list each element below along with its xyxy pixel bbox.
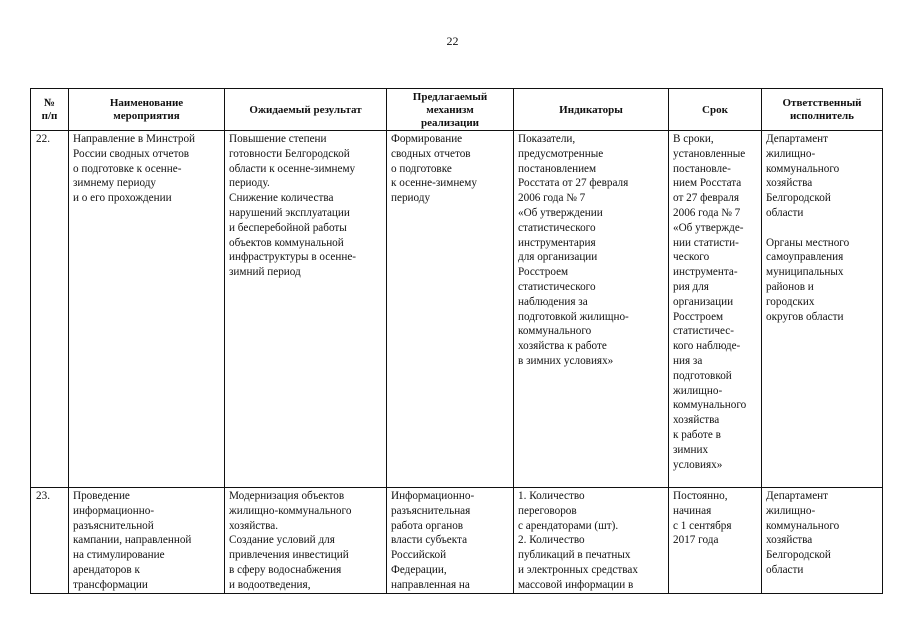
page-number: 22 [446,34,459,48]
indicators: 1. Количество переговоров с арендаторами (шт). 2. Количество публикаций в печатных и электронных средствах массовой информации в [514,488,669,594]
measure-name: Проведение информационно- разъяснительной кампании, направленной на стимулирование арендаторов к трансформации [69,488,225,594]
table-header-row [31,89,883,131]
expected-result: Повышение степени готовности Белгородской области к осенне-зимнему периоду. Снижение количества нарушений эксплуатации и бесперебойной работы объектов коммунальной инфраструктуры в осенне- зимний период [225,131,387,488]
header-name: Наименование мероприятия [69,89,225,131]
row-number: 23. [31,488,69,594]
table-row [31,131,883,488]
measures-table [30,88,883,594]
header-executor: Ответственный исполнитель [762,89,883,131]
responsible-executor: Департамент жилищно- коммунального хозяйства Белгородской области Органы местного самоуправления муниципальных районов и городских округов области [762,131,883,488]
header-indicators: Индикаторы [514,89,669,131]
implementation-mechanism: Формирование сводных отчетов о подготовке к осенне-зимнему периоду [387,131,514,488]
header-result: Ожидаемый результат [225,89,387,131]
implementation-mechanism: Информационно- разъяснительная работа органов власти субъекта Российской Федерации, направленная на [387,488,514,594]
expected-result: Модернизация объектов жилищно-коммунального хозяйства. Создание условий для привлечения инвестиций в сферу водоснабжения и водоотведения, [225,488,387,594]
indicators: Показатели, предусмотренные постановлением Росстата от 27 февраля 2006 года № 7 «Об утверждении статистического инструментария для организации Росстроем статистического наблюдения за подготовкой жилищно- коммунального хозяйства к работе в зимних условиях» [514,131,669,488]
row-number: 22. [31,131,69,488]
header-mechanism: Предлагаемый механизм реализации [387,89,514,131]
measure-name: Направление в Минстрой России сводных отчетов о подготовке к осенне- зимнему периоду и о его прохождении [69,131,225,488]
header-term: Срок [669,89,762,131]
table-row [31,488,883,594]
term: В сроки, установленные постановле- нием Росстата от 27 февраля 2006 года № 7 «Об утвержде- нии статисти- ческого инструмента- рия для организации Росстроем статистичес- кого наблюде- ния за подготовкой жилищно- коммунального хозяйства к работе в зимних условиях» [669,131,762,488]
header-num: № п/п [31,89,69,131]
term: Постоянно, начиная с 1 сентября 2017 года [669,488,762,594]
responsible-executor: Департамент жилищно- коммунального хозяйства Белгородской области [762,488,883,594]
